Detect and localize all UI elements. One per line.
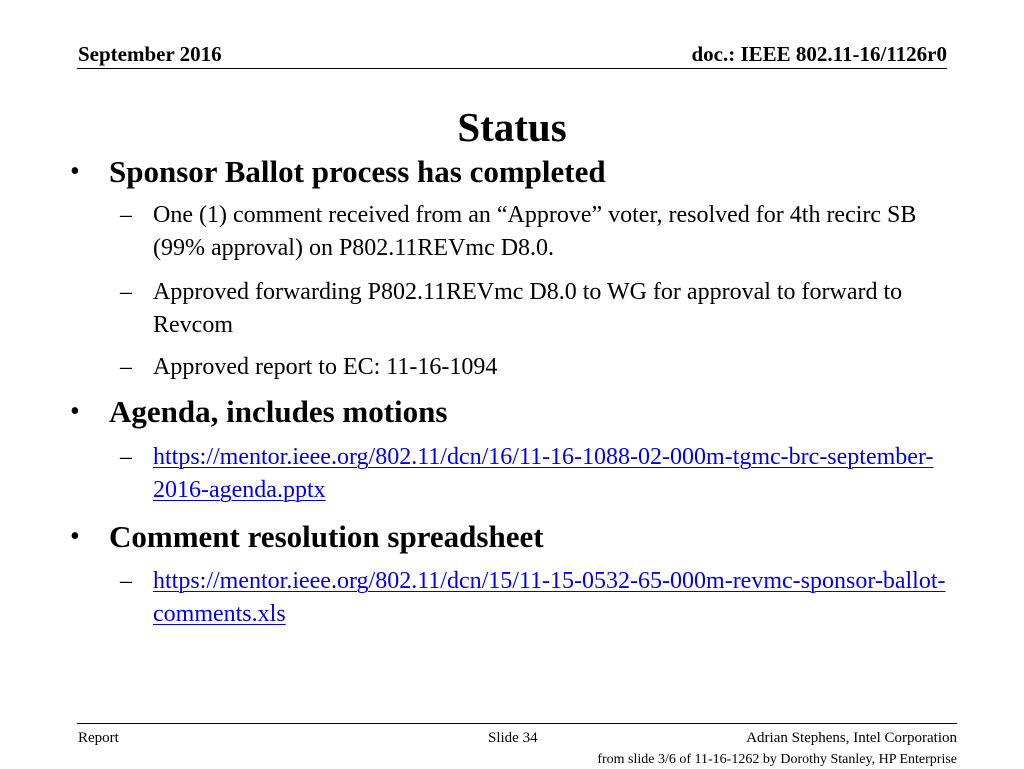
sub-bullet-text (153, 565, 963, 631)
spreadsheet-link[interactable]: https://mentor.ieee.org/802.11/dcn/15/11-15-0532-65-000m-revmc-sponsor-ballot-comments.xls (153, 568, 946, 627)
sub-bullet-text: One (1) comment received from an “Approve” voter, resolved for 4th recirc SB (99% approval) on P802.11REVmc D8.0. (153, 202, 917, 261)
slide-title: Status (457, 104, 567, 150)
bullet-marker: • (70, 156, 80, 187)
sub-bullet-text (153, 441, 963, 507)
bullet-marker: • (70, 396, 80, 427)
sub-bullet-text: Approved forwarding P802.11REVmc D8.0 to WG for approval to forward to Revcom (153, 279, 903, 338)
header-doc-id: doc.: IEEE 802.11-16/1126r0 (691, 42, 947, 66)
footer-slide-number: Slide 34 (488, 730, 538, 746)
sub-bullet-text: Approved report to EC: 11-16-1094 (153, 354, 498, 380)
bullet-text: Comment resolution spreadsheet (109, 519, 544, 554)
sub-bullet-marker: – (120, 279, 132, 305)
bullet-text: Agenda, includes motions (109, 394, 448, 429)
footer-source-note: from slide 3/6 of 11-16-1262 by Dorothy Stanley, HP Enterprise (597, 752, 957, 767)
header-divider (77, 68, 947, 69)
footer-report-label: Report (78, 730, 119, 746)
sub-bullet-marker: – (120, 568, 132, 594)
header-date: September 2016 (78, 42, 222, 66)
bullet-marker: • (70, 521, 80, 552)
sub-bullet-marker: – (120, 202, 132, 228)
sub-bullet-marker: – (120, 444, 132, 470)
bullet-text: Sponsor Ballot process has completed (109, 154, 606, 189)
agenda-link[interactable]: https://mentor.ieee.org/802.11/dcn/16/11-16-1088-02-000m-tgmc-brc-september-2016-agenda.pptx (153, 444, 934, 503)
footer-divider (77, 723, 957, 724)
sub-bullet-marker: – (120, 354, 132, 380)
footer-author: Adrian Stephens, Intel Corporation (746, 730, 957, 746)
